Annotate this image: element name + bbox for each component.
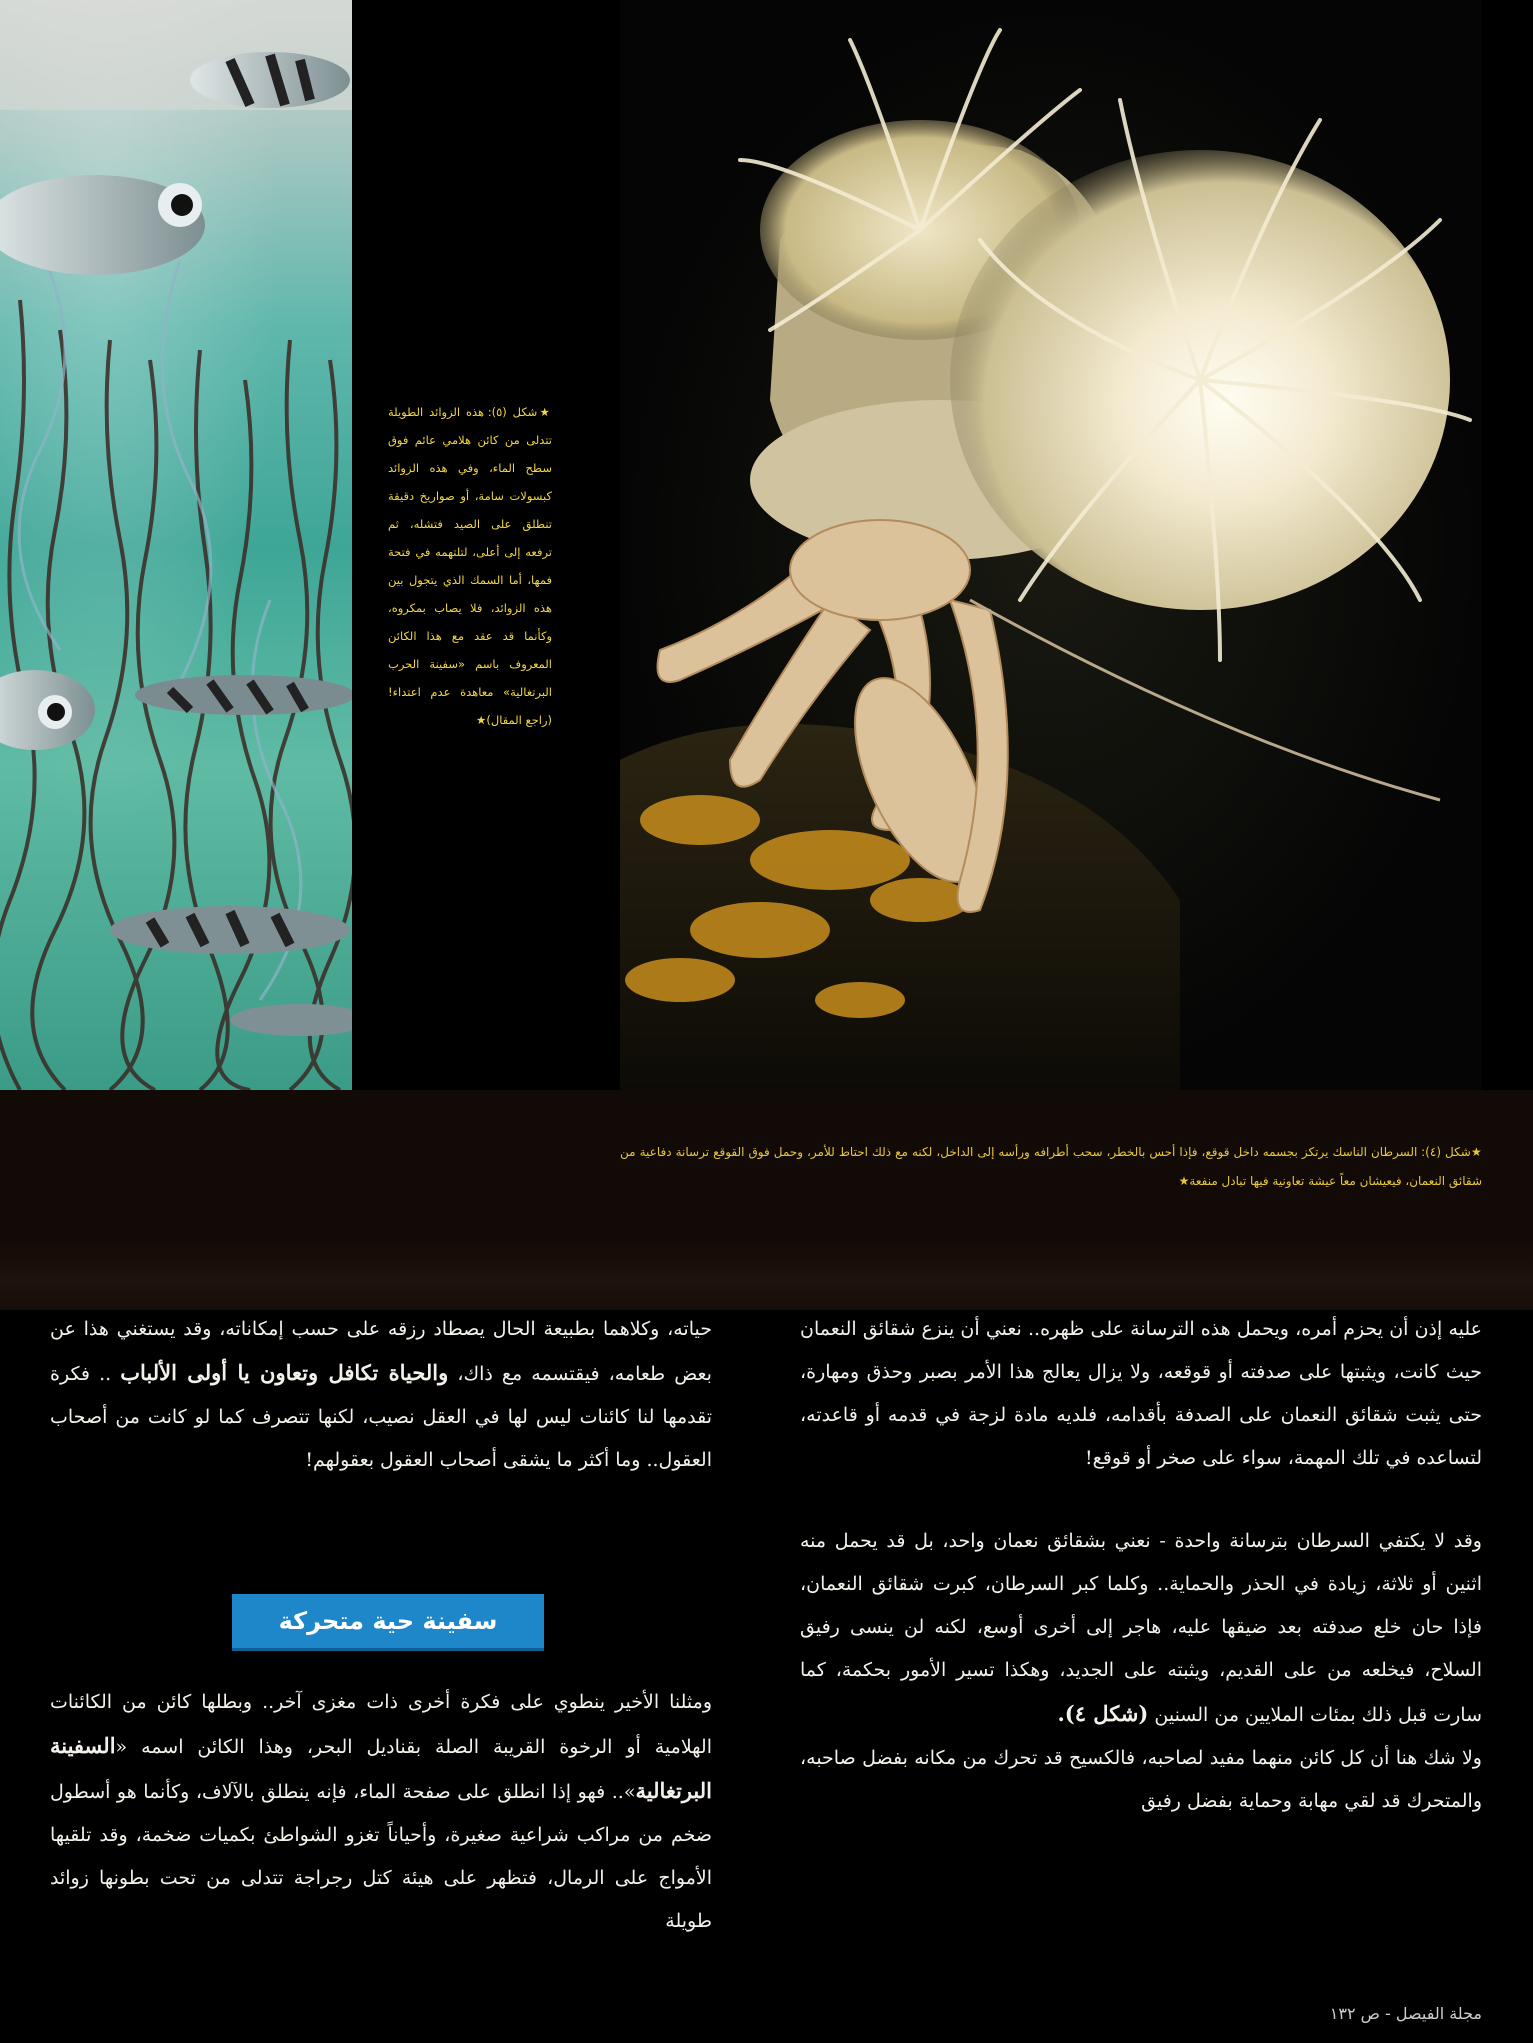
section-heading: سفينة حية متحركة — [232, 1594, 544, 1651]
paragraph-text: ومثلنا الأخير ينطوي على فكرة أخرى ذات مغزى آخر.. وبطلها كائن من الكائنات الهلامية أو الرخوة القريبة الصلة بقناديل البحر، وهذا الكائن اسمه « — [50, 1691, 712, 1758]
caption-band-lower — [0, 1240, 1533, 1310]
paragraph — [800, 1520, 1482, 1737]
figure-5-caption: ★شكل (٥): هذه الزوائد الطويلة تتدلى من كائن هلامي عائم فوق سطح الماء، وفي هذه الزوائد كبسولات سامة، أو صواريخ دقيقة تنطلق على الصيد فتشله، ثم ترفعه إلى أعلى، لتلتهمه في فتحة فمها، أما السمك الذي يتجول بين هذه الزوائد، فلا يصاب بمكروه، وكأنما قد عقد مع هذا الكائن المعروف باسم «سفينة الحرب البرتغالية» معاهدة عدم اعتداء! (راجع المقال)★ — [388, 405, 552, 727]
paragraph: عليه إذن أن يحزم أمره، ويحمل هذه الترسانة على ظهره.. نعني أن ينزع شقائق النعمان حيث كانت، ويثبتها على صدفته أو قوقعه، ولا يزال يعالج هذا الأمر بصبر وحذق ومهارة، حتى يثبت شقائق النعمان على الصدفة بأقدامه، فلديه مادة لزجة في قدمه أو قاعدته، لتساعده في تلك المهمة، سواء على صخر أو قوقع! — [800, 1318, 1482, 1469]
paragraph — [50, 1681, 712, 1943]
paragraph-text: حياته، وكلاهما بطبيعة الحال يصطاد رزقه على حسب إمكاناته، وقد يستغني هذا عن بعض طعامه، فيقتسمه مع ذاك، — [50, 1318, 712, 1385]
article-column-left — [50, 1308, 712, 1482]
paragraph-text: ».. فهو إذا انطلق على صفحة الماء، فإنه ينطلق بالآلاف، وكأنما هو أسطول ضخم من مراكب شراعية صغيرة، وأحياناً تغزو الشواطئ بكميات ضخمة، وقد تلقيها الأمواج على الرمال، فتظهر على هيئة كتل رجراجة تتدلى من تحت بطونها زوائد طويلة — [50, 1781, 712, 1932]
paragraph: ولا شك هنا أن كل كائن منهما مفيد لصاحبه، فالكسيح قد تحرك من مكانه بفضل صاحبه، والمتحرك قد لقي مهابة وحماية بفضل رفيق — [800, 1747, 1482, 1812]
paragraph — [50, 1308, 712, 1482]
emphasis-phrase: والحياة تكافل وتعاون يا أولى الألباب — [120, 1360, 449, 1385]
emphasis-phrase: السفينة البرتغالية — [50, 1733, 712, 1803]
page-footer: مجلة الفيصل - ص ١٣٢ — [1329, 2004, 1482, 2023]
paragraph-text: .. فكرة تقدمها لنا كائنات ليس لها في العقل نصيب، لكنها تتصرف كما لو كانت من أصحاب العقول.. وما أكثر ما يشقى أصحاب العقول بعقولهم! — [50, 1363, 712, 1471]
hermit-crab-photo — [620, 0, 1482, 1090]
jellyfish-tentacles-photo — [0, 0, 352, 1094]
figure-reference: (شكل ٤). — [1057, 1701, 1149, 1726]
article-column-left-lower — [50, 1681, 712, 1943]
article-column-right — [800, 1308, 1482, 1823]
paragraph-text: وقد لا يكتفي السرطان بترسانة واحدة - نعني بشقائق نعمان واحد، بل قد يحمل منه اثنين أو ثلاثة، زيادة في الحذر والحماية.. وكلما كبر السرطان، كبرت شقائق النعمان، فإذا حان خلع صدفته بعد ضيقها عليه، هاجر إلى أخرى أوسع، لكنه لن ينسى رفيق السلاح، فيخلعه من على القديم، ويثبته على الجديد، وهكذا تسير الأمور بحكمة، كما سارت قبل ذلك بمئات الملايين من السنين — [800, 1530, 1482, 1726]
figure-4-caption: ★شكل (٤): السرطان الناسك يرتكز بجسمه داخل قوقع، فإذا أحس بالخطر، سحب أطرافه ورأسه إلى الداخل، لكنه مع ذلك احتاط للأمر، وحمل فوق القوقع ترسانة دفاعية من شقائق النعمان، فيعيشان معاً عيشة تعاونية فيها تبادل منفعة★ — [620, 1145, 1483, 1188]
